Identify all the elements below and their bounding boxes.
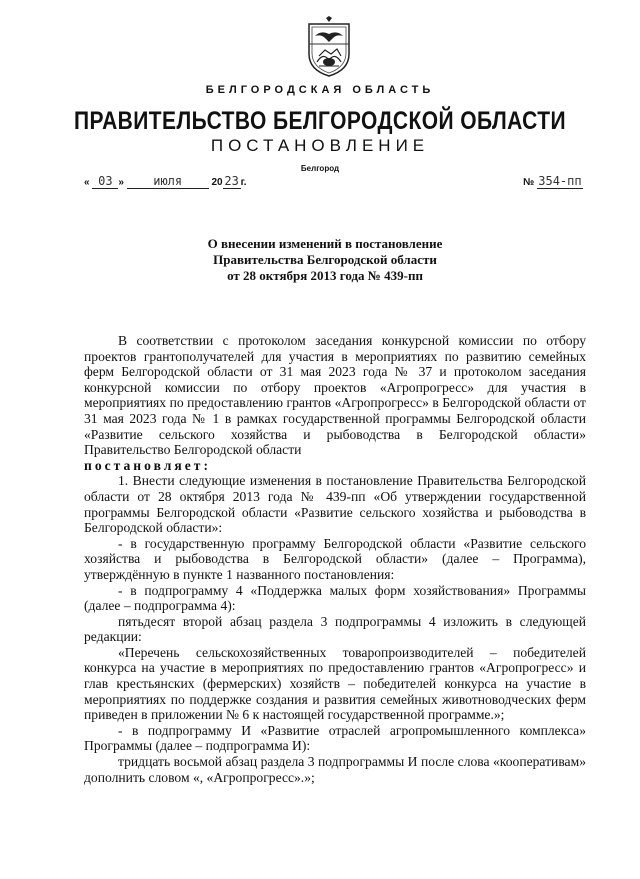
date-quote-open: « — [84, 177, 90, 188]
document-type: ПОСТАНОВЛЕНИЕ — [210, 136, 430, 155]
resolves-word: постановляет: — [84, 457, 211, 473]
region-name: БЕЛГОРОДСКАЯ ОБЛАСТЬ — [205, 84, 435, 96]
government-name: ПРАВИТЕЛЬСТВО БЕЛГОРОДСКОЙ ОБЛАСТИ — [73, 107, 567, 135]
document-title — [120, 236, 530, 284]
title-line: Правительства Белгородской области — [213, 252, 437, 267]
coat-of-arms-icon — [305, 16, 353, 78]
city-name: Белгород — [300, 164, 340, 173]
paragraph: тридцать восьмой абзац раздела 3 подпрограммы И после слова «кооперативам» дополнить словом «, «Агропрогресс».»; — [84, 754, 586, 785]
paragraph: - в государственную программу Белгородской области «Развитие сельского хозяйства и рыбоводства в Белгородской области» (далее – Программа), утверждённую в пункте 1 названного постановления: — [84, 535, 586, 582]
paragraph: пятьдесят второй абзац раздела 3 подпрограммы 4 изложить в следующей редакции: — [84, 613, 586, 645]
date-year-suffix: г. — [240, 177, 247, 188]
date-year: 23 — [224, 174, 239, 188]
document-date — [84, 174, 247, 189]
paragraph: - в подпрограмму И «Развитие отраслей агропромышленного комплекса» Программы (далее – подпрограмма И): — [84, 722, 586, 754]
date-month: июля — [127, 174, 209, 189]
document-number — [523, 174, 583, 189]
title-line: О внесении изменений в постановление — [207, 236, 443, 251]
title-line: от 28 октября 2013 года № 439-пп — [227, 268, 423, 283]
paragraph: - в подпрограмму 4 «Поддержка малых форм хозяйствования» Программы (далее – подпрограмма 4): — [84, 582, 586, 614]
paragraph: 1. Внести следующие изменения в постановление Правительства Белгородской области от 28 октября 2013 года № 439-пп «Об утверждении государственной программы Белгородской области «Развитие сельского хозяйства и рыбоводства в Белгородской области»: — [84, 473, 586, 536]
date-year-prefix: 20 — [211, 177, 223, 188]
date-day: 03 — [92, 174, 118, 189]
paragraph: В соответствии с протоколом заседания конкурсной комиссии по отбору проектов грантополучателей для участия в мероприятиях по развитию семейных ферм Белгородской области от 31 мая 2023 года № 37 и протоколом заседания конкурсной комиссии по отбору проектов «Агропрогресс» для участия в мероприятиях по предоставлению грантов «Агропрогресс» в Белгородской области от 31 мая 2023 года № 1 в рамках государственной программы Белгородской области «Развитие сельского хозяйства и рыбоводства в Белгородской области» Правительство Белгородской области — [84, 333, 586, 458]
document-body — [84, 333, 586, 785]
number-label: № — [523, 177, 535, 188]
number-value: 354-пп — [538, 174, 582, 188]
paragraph: «Перечень сельскохозяйственных товаропроизводителей – победителей конкурса на участие в мероприятиях по предоставлению грантов «Агропрогресс» и глав крестьянских (фермерских) хозяйств – победителей конкурса на участие в мероприятиях по поддержке создания и развития семейных животноводческих ферм приведен в приложении № 6 к настоящей государственной программе.»; — [84, 644, 586, 723]
date-quote-close: » — [118, 177, 124, 188]
